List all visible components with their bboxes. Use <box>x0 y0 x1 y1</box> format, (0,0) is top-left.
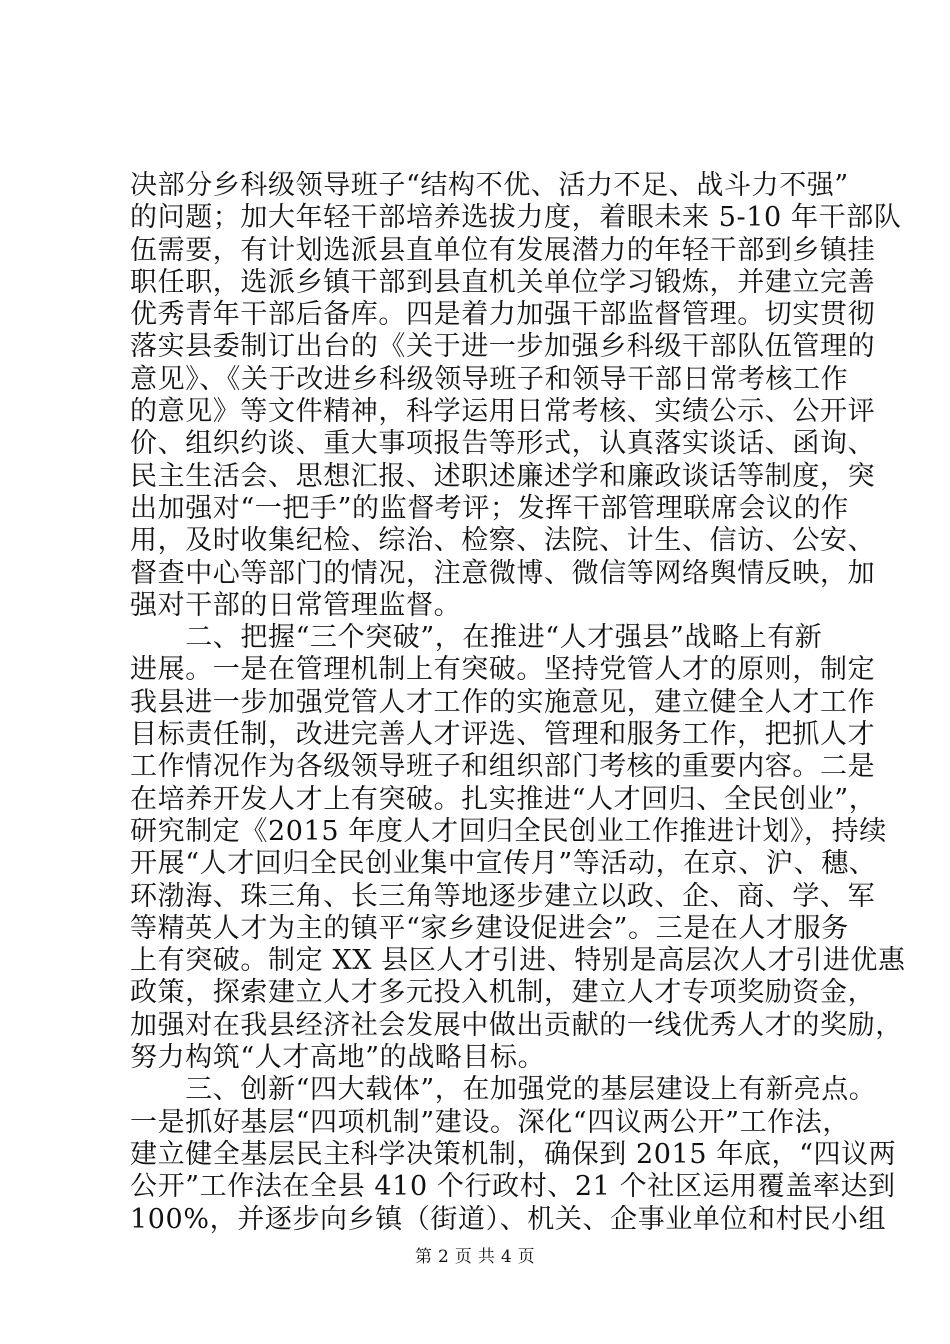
text-line: 落实县委制订出台的《关于进一步加强乡科级干部队伍管理的 <box>130 331 876 363</box>
text-line: 开展“人才回归全民创业集中宣传月”等活动，在京、沪、穗、 <box>130 848 877 880</box>
text-line: 政策，探索建立人才多元投入机制，建立人才专项奖励资金， <box>130 977 876 1009</box>
text-line: 用，及时收集纪检、综治、检察、法院、计生、信访、公安、 <box>130 525 876 557</box>
text-line: 职任职，选派乡镇干部到县直机关单位学习锻炼，并建立完善 <box>130 266 876 298</box>
text-line: 等精英人才为主的镇平“家乡建设促进会”。三是在人才服务 <box>130 912 849 944</box>
text-line: 伍需要，有计划选派县直单位有发展潜力的年轻干部到乡镇挂 <box>130 234 876 266</box>
text-line: 意见》、《关于改进乡科级领导班子和领导干部日常考核工作 <box>130 363 849 395</box>
text-line: 建立健全基层民主科学决策机制，确保到 2015 年底，“四议两 <box>130 1138 897 1170</box>
text-line: 一是抓好基层“四项机制”建设。深化“四议两公开”工作法， <box>130 1106 851 1138</box>
text-line: 进展。一是在管理机制上有突破。坚持党管人才的原则，制定 <box>130 654 876 686</box>
text-line: 三、创新“四大载体”，在加强党的基层建设上有新亮点。 <box>130 1074 877 1106</box>
text-line: 环渤海、珠三角、长三角等地逐步建立以政、企、商、学、军 <box>130 880 876 912</box>
page-footer <box>0 1246 950 1268</box>
page-number: 第 2 页 共 4 页 <box>415 1247 535 1267</box>
text-line: 在培养开发人才上有突破。扎实推进“人才回归、全民创业”， <box>130 783 877 815</box>
text-line: 出加强对“一把手”的监督考评；发挥干部管理联席会议的作 <box>130 492 849 524</box>
text-line: 优秀青年干部后备库。四是着力加强干部监督管理。切实贯彻 <box>130 299 876 331</box>
text-line: 二、把握“三个突破”，在推进“人才强县”战略上有新 <box>130 622 823 654</box>
text-line: 公开”工作法在全县 410 个行政村、21 个社区运用覆盖率达到 <box>130 1171 896 1203</box>
text-line: 的意见》等文件精神，科学运用日常考核、实绩公示、公开评 <box>130 396 876 428</box>
text-line: 的问题；加大年轻干部培养选拔力度，着眼未来 5-10 年干部队 <box>130 202 902 234</box>
text-line: 民主生活会、思想汇报、述职述廉述学和廉政谈话等制度，突 <box>130 460 876 492</box>
text-line: 强对干部的日常管理监督。 <box>130 589 462 621</box>
text-line: 加强对在我县经济社会发展中做出贡献的一线优秀人才的奖励， <box>130 1009 903 1041</box>
text-line: 100%，并逐步向乡镇（街道）、机关、企事业单位和村民小组 <box>130 1203 887 1235</box>
document-body <box>130 170 906 1236</box>
text-line: 价、组织约谈、重大事项报告等形式，认真落实谈话、函询、 <box>130 428 876 460</box>
text-line: 决部分乡科级领导班子“结构不优、活力不足、战斗力不强” <box>130 170 849 201</box>
text-line: 努力构筑“人才高地”的战略目标。 <box>130 1042 546 1074</box>
text-line: 目标责任制，改进完善人才评选、管理和服务工作，把抓人才 <box>130 719 876 751</box>
text-line: 我县进一步加强党管人才工作的实施意见，建立健全人才工作 <box>130 686 876 718</box>
text-line: 研究制定《2015 年度人才回归全民创业工作推进计划》，持续 <box>130 815 887 847</box>
text-line: 督查中心等部门的情况，注意微博、微信等网络舆情反映，加 <box>130 557 876 589</box>
text-line: 上有突破。制定 XX 县区人才引进、特别是高层次人才引进优惠 <box>130 945 906 977</box>
text-line: 工作情况作为各级领导班子和组织部门考核的重要内容。二是 <box>130 751 876 783</box>
